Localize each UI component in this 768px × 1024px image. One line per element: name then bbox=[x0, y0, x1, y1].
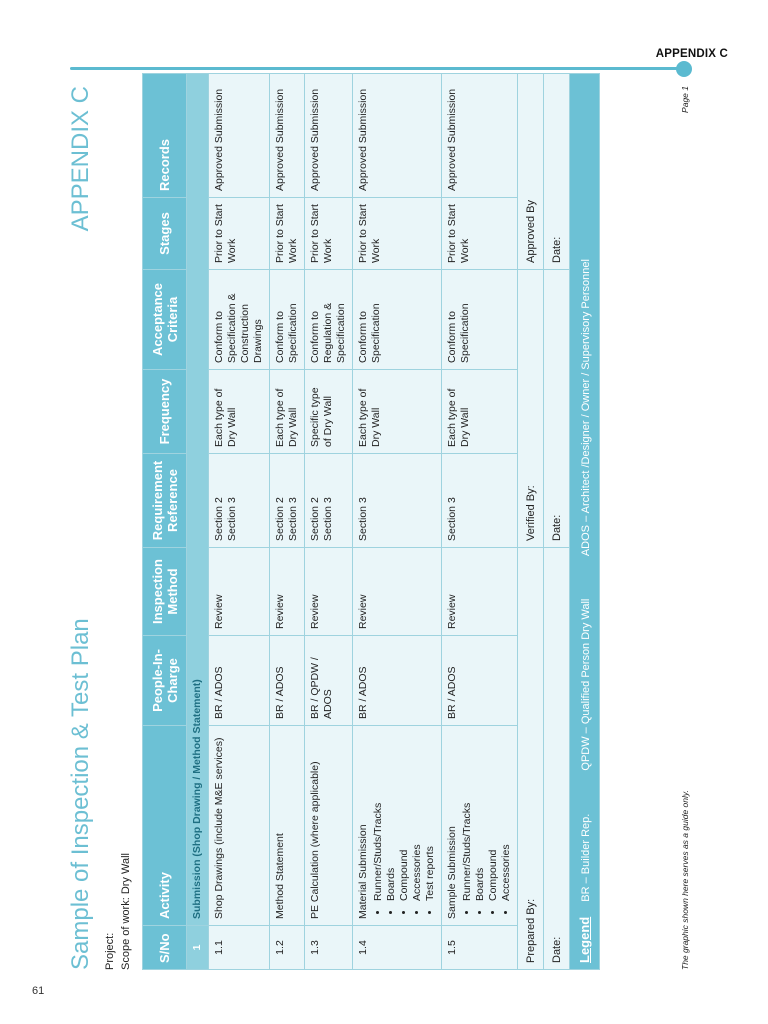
reference-line: Section 3 bbox=[446, 497, 458, 541]
cell-reference bbox=[353, 454, 442, 548]
project-label: Project: bbox=[104, 932, 116, 970]
header-rule bbox=[70, 67, 686, 70]
cell-people: BR / ADOS bbox=[353, 636, 442, 726]
activity-text: Shop Drawings (include M&E services) bbox=[213, 737, 225, 919]
cell-method: Review bbox=[353, 548, 442, 636]
document-title: Sample of Inspection & Test Plan bbox=[67, 618, 94, 970]
cell-stages: Prior to Start Work bbox=[305, 198, 353, 270]
cell-method: Review bbox=[209, 548, 270, 636]
legend-item-ados: ADOS – Architect /Designer / Owner / Supervisory Personnel bbox=[580, 259, 592, 557]
inspection-test-plan-table bbox=[142, 73, 600, 970]
verified-date: Date: bbox=[544, 270, 570, 548]
cell-reference bbox=[442, 454, 518, 548]
guide-note: The graphic shown here serves as a guide only. bbox=[680, 790, 690, 970]
table-row bbox=[353, 74, 442, 970]
activity-bullet: • Accessories bbox=[500, 732, 513, 901]
cell-stages: Prior to Start Work bbox=[270, 198, 305, 270]
cell-frequency: Specific type of Dry Wall bbox=[305, 370, 353, 454]
cell-method: Review bbox=[305, 548, 353, 636]
cell-method: Review bbox=[270, 548, 305, 636]
table-row bbox=[270, 74, 305, 970]
approved-date: Date: bbox=[544, 74, 570, 270]
cell-sno: 1.4 bbox=[353, 926, 442, 970]
section-title: Submission (Shop Drawing / Method Statement) bbox=[187, 74, 209, 926]
cell-activity bbox=[305, 726, 353, 926]
header-frequency: Frequency bbox=[143, 370, 187, 454]
table-row bbox=[442, 74, 518, 970]
cell-people: BR / ADOS bbox=[442, 636, 518, 726]
section-number: 1 bbox=[187, 926, 209, 970]
cell-frequency: Each type of Dry Wall bbox=[209, 370, 270, 454]
cell-method: Review bbox=[442, 548, 518, 636]
header-criteria: Acceptance Criteria bbox=[143, 270, 187, 370]
cell-sno: 1.1 bbox=[209, 926, 270, 970]
header-appendix-label: APPENDIX C bbox=[655, 48, 728, 60]
approved-by: Approved By bbox=[518, 74, 544, 270]
activity-text: Material Submission bbox=[357, 824, 369, 919]
cell-stages: Prior to Start Work bbox=[442, 198, 518, 270]
cell-reference bbox=[209, 454, 270, 548]
scope-of-work: Scope of work: Dry Wall bbox=[120, 853, 132, 970]
header-activity: Activity bbox=[143, 726, 187, 926]
cell-stages: Prior to Start Work bbox=[353, 198, 442, 270]
activity-bullet: • Boards bbox=[385, 732, 398, 901]
cell-records: Approved Submission bbox=[353, 74, 442, 198]
cell-sno: 1.3 bbox=[305, 926, 353, 970]
reference-line: Section 3 bbox=[322, 497, 334, 541]
reference-line: Section 3 bbox=[226, 497, 238, 541]
cell-stages: Prior to Start Work bbox=[209, 198, 270, 270]
legend-label: Legend bbox=[577, 916, 592, 963]
section-row bbox=[187, 74, 209, 970]
signoff-row bbox=[518, 74, 544, 970]
date-row bbox=[544, 74, 570, 970]
prepared-by: Prepared By: bbox=[518, 548, 544, 970]
header-records: Records bbox=[143, 74, 187, 198]
activity-bullet: • Test reports bbox=[424, 732, 437, 901]
table-row bbox=[305, 74, 353, 970]
cell-records: Approved Submission bbox=[209, 74, 270, 198]
appendix-title: APPENDIX C bbox=[67, 86, 94, 232]
table-row bbox=[209, 74, 270, 970]
cell-criteria: Conform to Regulation & Specification bbox=[305, 270, 353, 370]
table-header-row bbox=[143, 74, 187, 970]
cell-activity bbox=[270, 726, 305, 926]
cell-frequency: Each type of Dry Wall bbox=[442, 370, 518, 454]
page-label: Page 1 bbox=[680, 86, 690, 113]
cell-sno: 1.5 bbox=[442, 926, 518, 970]
cell-reference bbox=[305, 454, 353, 548]
activity-bullet: • Compound bbox=[487, 732, 500, 901]
cell-reference bbox=[270, 454, 305, 548]
activity-text: Sample Submission bbox=[446, 826, 458, 919]
cell-criteria: Conform to Specification bbox=[270, 270, 305, 370]
legend-cell bbox=[570, 74, 600, 970]
activity-bullet: • Runner/Studs/Tracks bbox=[461, 732, 474, 901]
activity-bullet-list bbox=[372, 732, 437, 919]
header-method: Inspection Method bbox=[143, 548, 187, 636]
header-stages: Stages bbox=[143, 198, 187, 270]
legend-row bbox=[570, 74, 600, 970]
verified-by: Verified By: bbox=[518, 270, 544, 548]
header-people: People-In-Charge bbox=[143, 636, 187, 726]
legend-item-br: BR – Builder Rep. bbox=[580, 813, 592, 902]
cell-sno: 1.2 bbox=[270, 926, 305, 970]
activity-text: Method Statement bbox=[274, 833, 286, 919]
header-reference: Requirement Reference bbox=[143, 454, 187, 548]
legend-item-qpdw: QPDW – Qualified Person Dry Wall bbox=[580, 598, 592, 771]
reference-line: Section 2 bbox=[274, 497, 286, 541]
cell-criteria: Conform to Specification bbox=[353, 270, 442, 370]
activity-bullet: • Boards bbox=[474, 732, 487, 901]
cell-activity bbox=[209, 726, 270, 926]
header-sno: S/No bbox=[143, 926, 187, 970]
cell-people: BR / ADOS bbox=[209, 636, 270, 726]
activity-text: PE Calculation (where applicable) bbox=[309, 761, 321, 919]
cell-records: Approved Submission bbox=[442, 74, 518, 198]
cell-records: Approved Submission bbox=[305, 74, 353, 198]
reference-line: Section 2 bbox=[213, 497, 225, 541]
cell-criteria: Conform to Specification bbox=[442, 270, 518, 370]
page-number: 61 bbox=[32, 985, 45, 997]
reference-line: Section 3 bbox=[287, 497, 299, 541]
cell-frequency: Each type of Dry Wall bbox=[353, 370, 442, 454]
cell-people: BR / QPDW / ADOS bbox=[305, 636, 353, 726]
reference-line: Section 2 bbox=[309, 497, 321, 541]
prepared-date: Date: bbox=[544, 548, 570, 970]
activity-bullet: • Accessories bbox=[411, 732, 424, 901]
cell-activity bbox=[353, 726, 442, 926]
cell-people: BR / ADOS bbox=[270, 636, 305, 726]
reference-line: Section 3 bbox=[357, 497, 369, 541]
activity-bullet-list bbox=[461, 732, 513, 919]
cell-activity bbox=[442, 726, 518, 926]
cell-frequency: Each type of Dry Wall bbox=[270, 370, 305, 454]
rotated-page-content bbox=[64, 74, 704, 970]
activity-bullet: • Compound bbox=[398, 732, 411, 901]
cell-criteria: Conform to Specification & Construction Drawings bbox=[209, 270, 270, 370]
activity-bullet: • Runner/Studs/Tracks bbox=[372, 732, 385, 901]
cell-records: Approved Submission bbox=[270, 74, 305, 198]
